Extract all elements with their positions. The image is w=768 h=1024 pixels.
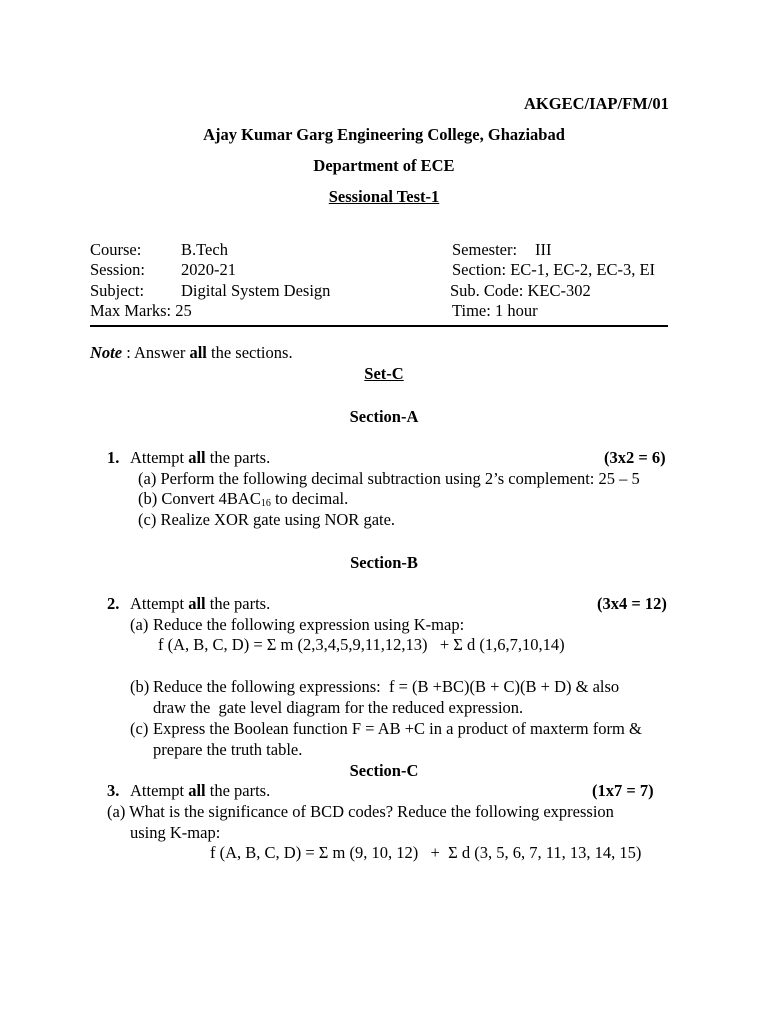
- semester-value: III: [535, 240, 552, 259]
- note-pre: : Answer: [122, 343, 190, 362]
- college-name: Ajay Kumar Garg Engineering College, Ghaziabad: [203, 125, 565, 144]
- q2-bold: all: [188, 594, 206, 613]
- q1-part-a: (a) Perform the following decimal subtraction using 2’s complement: 25 – 5: [138, 469, 640, 488]
- header-divider: [90, 325, 668, 327]
- course-label: Course:: [90, 240, 142, 259]
- q2-post: the parts.: [205, 594, 271, 613]
- q2-part-b-line1: Reduce the following expressions: f = (B +BC)(B + C)(B + D) & also: [153, 677, 620, 696]
- q2-part-a-expression: f (A, B, C, D) = Σ m (2,3,4,5,9,11,12,13) + Σ d (1,6,7,10,14): [158, 635, 565, 654]
- sub-code: Sub. Code: KEC-302: [450, 281, 591, 300]
- q2-part-c-line2: prepare the truth table.: [153, 740, 303, 759]
- q2-part-b-label: (b): [130, 677, 150, 696]
- q1-part-b-sub: 16: [260, 498, 271, 509]
- session-label: Session:: [90, 260, 146, 279]
- q1-part-b: [138, 491, 348, 508]
- q3-pre: Attempt: [130, 781, 189, 800]
- q1-bold: all: [188, 448, 206, 467]
- q2-pre: Attempt: [130, 594, 189, 613]
- set-label: Set-C: [364, 364, 404, 383]
- q3-part-a-line2: using K-map:: [130, 823, 221, 842]
- q3-part-a-line1: (a) What is the significance of BCD codes? Reduce the following expression: [107, 802, 614, 821]
- q1-number: 1.: [107, 448, 120, 467]
- q3-part-a-expression: f (A, B, C, D) = Σ m (9, 10, 12) + Σ d (3, 5, 6, 7, 11, 13, 14, 15): [210, 843, 642, 862]
- subject-label: Subject:: [90, 281, 145, 300]
- note-label: Note: [90, 343, 123, 362]
- q2-instruction: [130, 596, 270, 613]
- course-value: B.Tech: [181, 240, 228, 259]
- semester-label: Semester:: [452, 240, 518, 259]
- section-info: Section: EC-1, EC-2, EC-3, EI: [452, 260, 656, 279]
- subject-value: Digital System Design: [181, 281, 331, 300]
- q3-bold: all: [188, 781, 206, 800]
- q2-number: 2.: [107, 594, 120, 613]
- q2-marks: (3x4 = 12): [597, 594, 667, 613]
- section-a-heading: Section-A: [349, 407, 419, 426]
- q1-instruction: [130, 450, 270, 467]
- note-line: [90, 345, 293, 362]
- q2-part-b-line2: draw the gate level diagram for the reduced expression.: [153, 698, 524, 717]
- q3-post: the parts.: [205, 781, 271, 800]
- q1-post: the parts.: [205, 448, 271, 467]
- q3-marks: (1x7 = 7): [592, 781, 654, 800]
- section-b-heading: Section-B: [350, 553, 418, 572]
- q2-part-a-label: (a): [130, 615, 149, 634]
- q1-marks: (3x2 = 6): [604, 448, 666, 467]
- time-info: Time: 1 hour: [452, 301, 538, 320]
- q2-part-a-text: Reduce the following expression using K-map:: [153, 615, 465, 634]
- session-value: 2020-21: [181, 260, 236, 279]
- max-marks: Max Marks: 25: [90, 301, 192, 320]
- q2-part-c-line1: Express the Boolean function F = AB +C in a product of maxterm form &: [153, 719, 642, 738]
- q3-instruction: [130, 783, 270, 800]
- department-name: Department of ECE: [313, 156, 455, 175]
- note-post: the sections.: [206, 343, 293, 362]
- q3-number: 3.: [107, 781, 120, 800]
- q1-pre: Attempt: [130, 448, 189, 467]
- note-bold: all: [189, 343, 207, 362]
- section-c-heading: Section-C: [349, 761, 419, 780]
- q1-part-b-pre: (b) Convert 4BAC: [138, 489, 261, 508]
- q1-part-b-post: to decimal.: [270, 489, 349, 508]
- q1-part-c: (c) Realize XOR gate using NOR gate.: [138, 510, 396, 529]
- test-title: Sessional Test-1: [328, 187, 440, 206]
- form-code: AKGEC/IAP/FM/01: [524, 94, 669, 113]
- q2-part-c-label: (c): [130, 719, 149, 738]
